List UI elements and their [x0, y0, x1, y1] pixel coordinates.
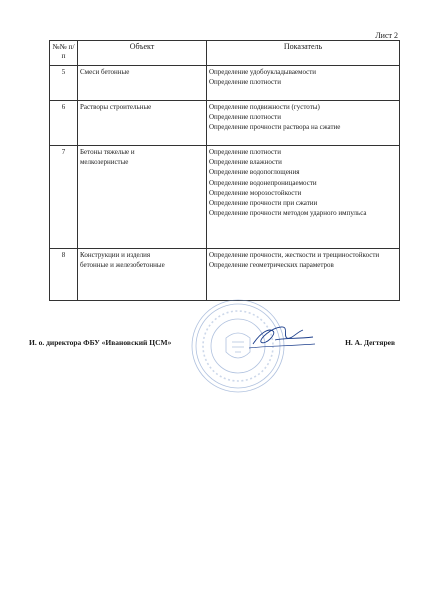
indicator-line: Определение прочности методом ударного импульса	[209, 209, 367, 218]
indicator-line: Определение удобоукладываемости	[209, 68, 317, 76]
row-object	[78, 249, 207, 301]
row-indicators	[207, 66, 400, 101]
object-line: Бетоны тяжелые и	[80, 148, 135, 156]
indicator-line: Определение прочности, жесткости и трещиностойкости	[209, 251, 380, 259]
indicator-line: Определение подвижности (густоты)	[209, 103, 320, 111]
header-number: №№ п/п	[50, 41, 78, 66]
row-object	[78, 66, 207, 101]
object-line: мелкозернистые	[80, 158, 129, 167]
indicator-line: Определение водонепроницаемости	[209, 178, 317, 187]
signatory-position: И. о. директора ФБУ «Ивановский ЦСМ»	[29, 338, 172, 347]
signatory-name: Н. А. Дегтярев	[345, 338, 395, 347]
indicator-line: Определение плотности	[209, 113, 281, 122]
header-object: Объект	[78, 41, 207, 66]
object-line: Растворы строительные	[80, 103, 152, 111]
header-indicator: Показатель	[207, 41, 400, 66]
table-row	[50, 101, 400, 146]
object-line: Смеси бетонные	[80, 68, 130, 76]
row-indicators	[207, 146, 400, 249]
indicator-line: Определение водопоглощения	[209, 168, 300, 177]
row-number: 5	[50, 66, 78, 101]
indicator-line: Определение влажности	[209, 158, 282, 167]
row-number: 8	[50, 249, 78, 301]
row-indicators	[207, 249, 400, 301]
row-number: 7	[50, 146, 78, 249]
indicator-line: Определение прочности раствора на сжатие	[209, 123, 341, 132]
indicator-line: Определение плотности	[209, 148, 281, 156]
row-object	[78, 146, 207, 249]
table-row	[50, 66, 400, 101]
row-number: 6	[50, 101, 78, 146]
sheet-number: Лист 2	[375, 31, 398, 40]
table-header-row	[50, 41, 400, 66]
indicator-line: Определение прочности при сжатии	[209, 199, 318, 208]
specification-table	[49, 40, 400, 301]
table-row	[50, 249, 400, 301]
object-line: бетонные и железобетонные	[80, 261, 165, 270]
indicator-line: Определение геометрических параметров	[209, 261, 334, 270]
table-row	[50, 146, 400, 249]
indicator-line: Определение морозостойкости	[209, 188, 302, 197]
row-indicators	[207, 101, 400, 146]
signature-scribble	[247, 322, 317, 354]
object-line: Конструкции и изделия	[80, 251, 151, 259]
indicator-line: Определение плотности	[209, 78, 281, 87]
row-object	[78, 101, 207, 146]
